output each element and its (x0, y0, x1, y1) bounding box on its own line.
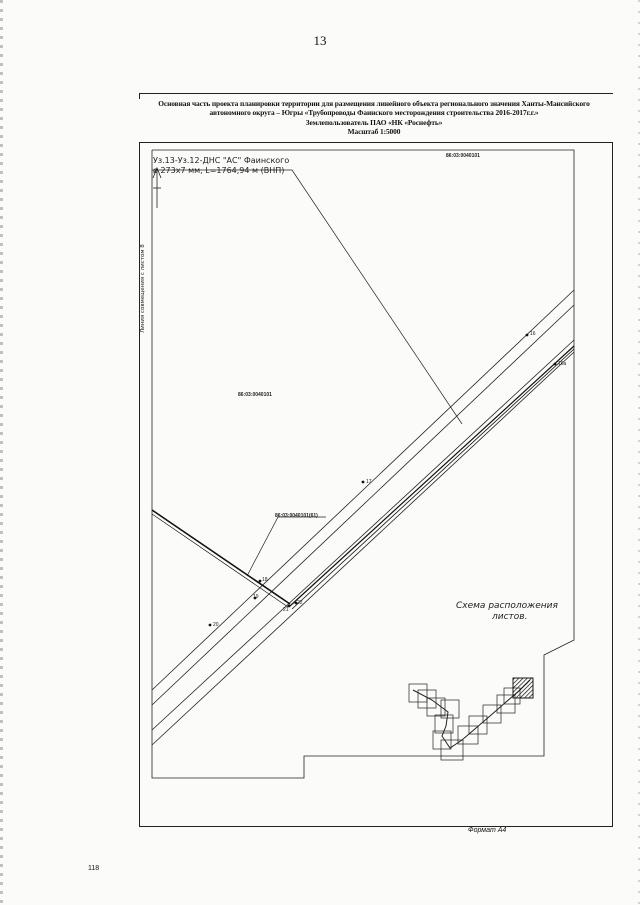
scheme-caption-line-1: Схема расположения (456, 601, 558, 611)
corridor-line-1 (152, 290, 574, 690)
title-line-3: Землепользователь ПАО «НК «Роснефть» (305, 117, 443, 127)
title-line-1: Основная часть проекта планировки территории для размещения линейного объекта регионального значения Ханты-Мансийского (158, 99, 590, 108)
parcel-label-lower: 86:03:0040101(61) (275, 513, 318, 519)
archive-stamp-number: 118 (88, 865, 100, 872)
point-marker-20 (209, 624, 212, 627)
point-marker-18 (259, 580, 262, 583)
point-label: 16 (530, 331, 536, 337)
parcel-boundary-b (152, 514, 288, 607)
point-label: 17 (366, 479, 372, 485)
scheme-sheet (441, 740, 463, 760)
label-leader-line (152, 170, 462, 424)
point-label: 21 (283, 607, 289, 613)
parcel-label-middle: 86:03:0040101 (238, 392, 272, 398)
match-line-label: Линия совмещения с листом 8 (140, 244, 146, 333)
title-line-2: автономного округа – Югры «Трубопроводы Фаинского месторождения строительства 2016-2017г.г.» (209, 108, 539, 118)
point-marker-16 (526, 334, 529, 337)
sheet-format-label: Формат А4 (468, 827, 507, 834)
scheme-caption-line-2: листов. (492, 612, 528, 622)
point-label: 20 (213, 622, 219, 628)
pipeline-axis-a (290, 346, 574, 606)
parcel-leader-line (247, 517, 326, 576)
sheet-layout-caption (456, 601, 596, 623)
page-number: 13 (313, 33, 327, 48)
point-marker-16a (554, 363, 557, 366)
pipeline-label (153, 156, 289, 176)
map-boundary (152, 150, 574, 778)
point-marker-17 (362, 481, 365, 484)
corridor-line-2 (152, 305, 574, 705)
point-label: 22 (297, 600, 303, 606)
scheme-current-sheet (513, 678, 533, 698)
parcel-boundary-a (152, 510, 290, 604)
point-label: 16а (558, 361, 567, 367)
title-line-4: Масштаб 1:5000 (347, 127, 401, 137)
point-markers (209, 334, 557, 627)
corridor-line-3 (152, 340, 574, 730)
pipeline-axis-b (292, 349, 574, 609)
pipeline-label-name: Уз.13-Уз.12-ДНС "АС" Фаинского (153, 156, 290, 165)
parcel-label-top: 86:03:0040101 (446, 153, 480, 159)
point-label: 19 (253, 594, 259, 600)
point-label: 18 (262, 577, 268, 583)
pipeline-label-params: ø 273х7 мм, L=1764,94 м (ВНП) (153, 166, 285, 175)
corridor-line-4 (152, 352, 574, 745)
